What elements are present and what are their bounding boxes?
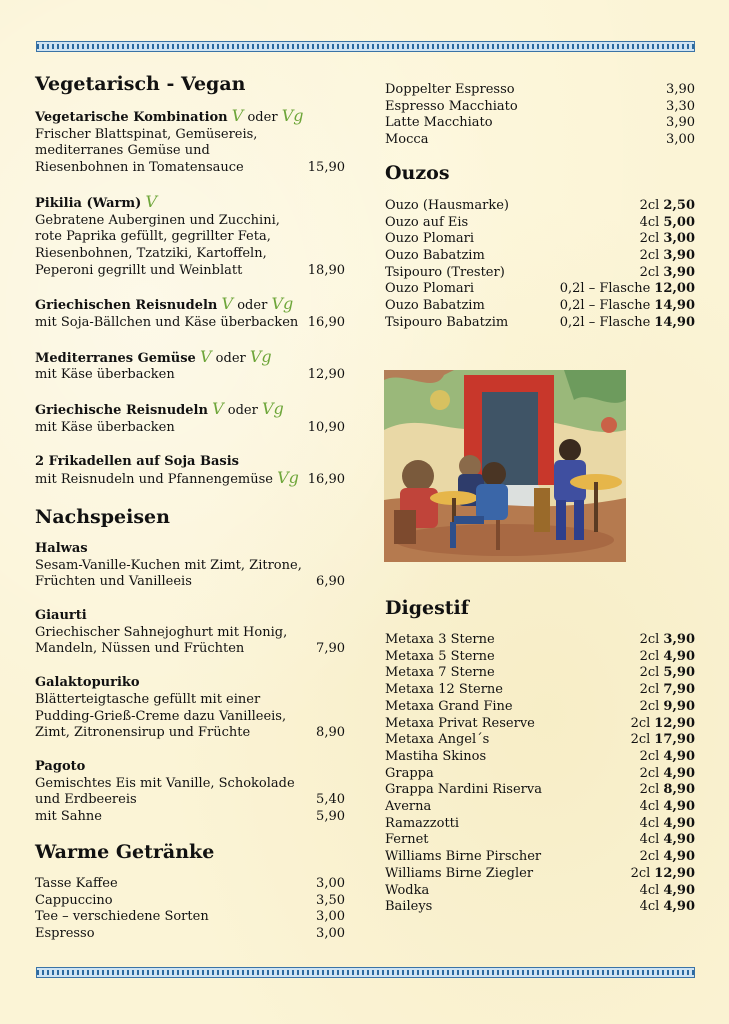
drink-row (385, 82, 695, 99)
drink-row (385, 782, 695, 799)
dish-description: mit Soja-Bällchen und Käse überbacken (35, 315, 299, 331)
left-column (35, 72, 345, 943)
dish-price: 15,90 (307, 160, 345, 176)
dish-price: 16,90 (307, 315, 345, 331)
drink-price: 4,90 (663, 832, 695, 848)
drink-size: 0,2l – Flasche (559, 314, 651, 330)
drink-price: 7,90 (663, 682, 695, 698)
drink-size: 4cl (639, 815, 660, 831)
drink-price: 14,90 (654, 298, 695, 314)
drink-price: 3,90 (666, 82, 695, 97)
dish-description: Griechischer Sahnejoghurt mit Honig, (35, 624, 288, 640)
vegetarian-tag: V (145, 191, 157, 211)
drink-name: Tasse Kaffee (35, 875, 118, 891)
drink-name: Tsipouro (Trester) (385, 264, 505, 280)
vegan-tag: Vg (277, 468, 299, 488)
drink-size: 0,2l – Flasche (559, 298, 651, 314)
drink-price: 3,50 (316, 892, 345, 908)
drink-name: Metaxa 3 Sterne (385, 632, 495, 647)
section-title-ouzos: Ouzos (385, 161, 450, 184)
vegetarian-tag: V (231, 106, 244, 125)
drink-size: 2cl (639, 698, 660, 714)
menu-item (35, 108, 345, 177)
dish-description: Blätterteigtasche gefüllt mit einer (35, 691, 261, 707)
menu-item (35, 675, 345, 742)
drink-name: Cappuccino (35, 892, 113, 908)
drink-row (385, 883, 695, 900)
drink-price: 4,90 (663, 882, 695, 898)
drink-row (385, 665, 695, 682)
dish-description: Mandeln, Nüssen und Früchten (35, 641, 245, 657)
drink-price: 4,90 (663, 899, 695, 915)
variant-label: und Erdbeereis (35, 792, 137, 808)
drink-row (385, 115, 695, 132)
dish-description: Pudding-Grieß-Creme dazu Vanilleeis, (35, 708, 287, 724)
drink-price: 3,00 (666, 132, 695, 148)
drink-name: Ouzo Plomari (385, 281, 475, 297)
warme-getraenke-continued (385, 82, 695, 149)
drink-row (385, 899, 695, 916)
drink-name: Grappa (385, 765, 434, 781)
drink-price: 14,90 (654, 314, 695, 330)
dish-description: Frischer Blattspinat, Gemüsereis, (35, 126, 258, 142)
drink-name: Ouzo auf Eis (385, 214, 469, 230)
oder-text: oder (237, 298, 268, 314)
drink-price: 2,50 (663, 197, 695, 213)
drink-name: Doppelter Espresso (385, 82, 515, 97)
drink-size: 2cl (639, 632, 660, 647)
section-title-nachspeisen: Nachspeisen (35, 505, 170, 528)
vegan-tag: Vg (281, 106, 304, 125)
drink-size: 4cl (639, 832, 660, 848)
drink-price: 5,00 (663, 214, 695, 230)
drink-price: 3,90 (663, 264, 695, 280)
decorative-border-top (36, 41, 695, 52)
drink-price: 12,90 (654, 865, 695, 881)
dish-description: mit Käse überbacken (35, 419, 175, 435)
dish-price: 12,90 (307, 367, 345, 383)
drink-price: 3,90 (666, 115, 695, 131)
drink-name: Mastiha Skinos (385, 748, 487, 764)
drink-size: 0,2l – Flasche (559, 281, 651, 297)
drink-row (385, 699, 695, 716)
menu-item (35, 454, 345, 489)
dish-name: Galaktopuriko (35, 675, 140, 691)
drink-size: 4cl (639, 214, 660, 230)
dish-name: Griechischen Reisnudeln (35, 298, 218, 314)
drink-name: Williams Birne Ziegler (385, 865, 534, 881)
dish-description: Peperoni gegrillt und Weinblatt (35, 262, 243, 278)
dish-price: 8,90 (316, 725, 345, 741)
drink-price: 3,00 (316, 925, 345, 941)
drink-row (385, 248, 695, 265)
drink-row (385, 99, 695, 116)
drink-price: 8,90 (663, 782, 695, 798)
drink-size: 2cl (639, 231, 660, 247)
drink-name: Fernet (385, 832, 429, 848)
drink-name: Averna (385, 799, 432, 815)
menu-item (35, 191, 345, 280)
drink-price: 3,00 (663, 231, 695, 247)
dish-name: Mediterranes Gemüse (35, 350, 196, 366)
drink-size: 2cl (639, 665, 660, 681)
variant-label: mit Sahne (35, 809, 102, 825)
drink-name: Ramazzotti (385, 815, 460, 831)
drink-row (385, 231, 695, 248)
drink-size: 2cl (630, 865, 651, 881)
ouzo-list (385, 198, 695, 332)
drink-size: 2cl (639, 765, 660, 781)
vegan-tag: Vg (249, 346, 272, 366)
drink-size: 2cl (639, 247, 660, 263)
dish-description: mit Käse überbacken (35, 367, 175, 383)
menu-item (35, 401, 345, 436)
dish-description: Riesenbohnen in Tomatensauce (35, 160, 244, 176)
dish-name: 2 Frikadellen auf Soja Basis (35, 453, 239, 469)
dish-description: Gemischtes Eis mit Vanille, Schokolade (35, 775, 295, 791)
dish-description: mit Reisnudeln und Pfannengemüse (35, 472, 273, 488)
drink-size: 4cl (639, 899, 660, 915)
menu-item (35, 759, 345, 826)
drink-name: Espresso Macchiato (385, 98, 518, 114)
drink-row (385, 832, 695, 849)
drink-name: Latte Macchiato (385, 115, 493, 131)
dish-price: 18,90 (307, 262, 345, 278)
drink-name: Metaxa Grand Fine (385, 698, 513, 714)
drink-name: Espresso (35, 925, 95, 941)
drink-price: 4,90 (663, 815, 695, 831)
drink-row (35, 926, 345, 943)
drink-price: 4,90 (663, 748, 695, 764)
drink-name: Baileys (385, 899, 433, 915)
menu-item (35, 608, 345, 658)
drink-row (385, 816, 695, 833)
drink-row (385, 799, 695, 816)
decorative-border-bottom (36, 967, 695, 978)
drink-row (385, 265, 695, 282)
drink-price: 4,90 (663, 648, 695, 664)
right-column (385, 82, 695, 331)
drink-row (385, 716, 695, 733)
drink-name: Metaxa 7 Sterne (385, 665, 495, 681)
drink-price: 3,30 (666, 98, 695, 114)
drink-name: Tee – verschiedene Sorten (35, 909, 209, 925)
oder-text: oder (215, 350, 246, 366)
menu-item (35, 346, 345, 384)
drink-name: Ouzo Babatzim (385, 298, 485, 314)
dish-description: Früchten und Vanilleeis (35, 574, 192, 590)
drink-size: 2cl (639, 748, 660, 764)
dish-name: Giaurti (35, 608, 87, 624)
drink-name: Metaxa 5 Sterne (385, 648, 495, 664)
drink-row (385, 732, 695, 749)
drink-size: 4cl (639, 799, 660, 815)
drink-name: Wodka (385, 882, 430, 898)
drink-price: 4,90 (663, 799, 695, 815)
cafe-illustration (384, 370, 626, 562)
drink-price: 4,90 (663, 765, 695, 781)
dish-description: Zimt, Zitronensirup und Früchte (35, 725, 251, 741)
drink-name: Grappa Nardini Riserva (385, 782, 542, 798)
dish-description: Gebratene Auberginen und Zucchini, (35, 212, 280, 228)
drink-name: Williams Birne Pirscher (385, 849, 542, 865)
drink-row (385, 298, 695, 315)
dish-description: Sesam-Vanille-Kuchen mit Zimt, Zitrone, (35, 557, 302, 573)
oder-text: oder (227, 403, 258, 419)
drink-row (385, 749, 695, 766)
drink-row (385, 632, 695, 649)
drink-name: Ouzo (Hausmarke) (385, 197, 509, 213)
dish-name: Pikilia (Warm) (35, 195, 142, 211)
dish-name: Halwas (35, 540, 88, 556)
drink-price: 12,00 (654, 281, 695, 297)
drink-price: 3,00 (316, 875, 345, 891)
menu-item (35, 541, 345, 591)
section-title-warme-getraenke: Warme Getränke (35, 840, 215, 863)
drink-size: 2cl (639, 782, 660, 798)
drink-row (385, 198, 695, 215)
drink-size: 2cl (630, 732, 651, 748)
dish-price: 7,90 (316, 641, 345, 657)
drink-name: Tsipouro Babatzim (385, 314, 509, 330)
drink-name: Metaxa Privat Reserve (385, 715, 535, 731)
drink-row (385, 215, 695, 232)
menu-item (35, 296, 345, 331)
section-title-vegetarisch: Vegetarisch - Vegan (35, 73, 246, 95)
dish-description: Riesenbohnen, Tzatziki, Kartoffeln, (35, 245, 267, 261)
warme-getraenke-list (35, 876, 345, 943)
drink-row (385, 132, 695, 149)
drink-price: 3,90 (663, 632, 695, 647)
drink-size: 2cl (639, 682, 660, 698)
vegan-tag: Vg (261, 399, 284, 419)
drink-row (385, 849, 695, 866)
drink-row (385, 315, 695, 332)
drink-price: 3,90 (663, 247, 695, 263)
drink-row (35, 893, 345, 910)
digestif-section (385, 596, 695, 916)
drink-price: 4,90 (663, 849, 695, 865)
drink-price: 3,00 (316, 909, 345, 925)
drink-size: 2cl (639, 264, 660, 280)
drink-name: Ouzo Plomari (385, 231, 475, 247)
vegetarian-tag: V (199, 346, 212, 366)
dish-variant (35, 792, 345, 809)
drink-row (385, 682, 695, 699)
drink-size: 2cl (630, 715, 651, 731)
drink-row (385, 766, 695, 783)
dish-price: 10,90 (307, 419, 345, 435)
drink-price: 5,90 (663, 665, 695, 681)
dish-name: Griechische Reisnudeln (35, 403, 208, 419)
variant-price: 5,90 (316, 809, 345, 825)
dish-name: Pagoto (35, 758, 86, 774)
digestif-list (385, 632, 695, 916)
drink-name: Metaxa 12 Sterne (385, 682, 503, 698)
drink-row (385, 866, 695, 883)
dish-price: 6,90 (316, 574, 345, 590)
drink-price: 12,90 (654, 715, 695, 731)
dish-description: rote Paprika gefüllt, gegrillter Feta, (35, 229, 271, 245)
dish-price: 16,90 (307, 472, 345, 488)
variant-price: 5,40 (316, 792, 345, 808)
vegetarian-tag: V (221, 294, 234, 314)
drink-row (35, 909, 345, 926)
drink-price: 9,90 (663, 698, 695, 714)
vegan-tag: Vg (271, 294, 294, 314)
dish-description: mediterranes Gemüse und (35, 143, 210, 159)
dish-variant (35, 809, 345, 826)
drink-size: 4cl (639, 882, 660, 898)
section-title-digestif: Digestif (385, 597, 469, 619)
drink-row (385, 281, 695, 298)
drink-price: 17,90 (654, 732, 695, 748)
dish-name: Vegetarische Kombination (35, 110, 228, 125)
drink-row (35, 876, 345, 893)
drink-size: 2cl (639, 648, 660, 664)
drink-name: Mocca (385, 132, 429, 148)
drink-name: Ouzo Babatzim (385, 247, 485, 263)
drink-size: 2cl (639, 197, 660, 213)
drink-name: Metaxa Angel´s (385, 732, 490, 748)
oder-text: oder (247, 110, 278, 125)
drink-row (385, 649, 695, 666)
drink-size: 2cl (639, 849, 660, 865)
vegetarian-tag: V (212, 399, 224, 419)
